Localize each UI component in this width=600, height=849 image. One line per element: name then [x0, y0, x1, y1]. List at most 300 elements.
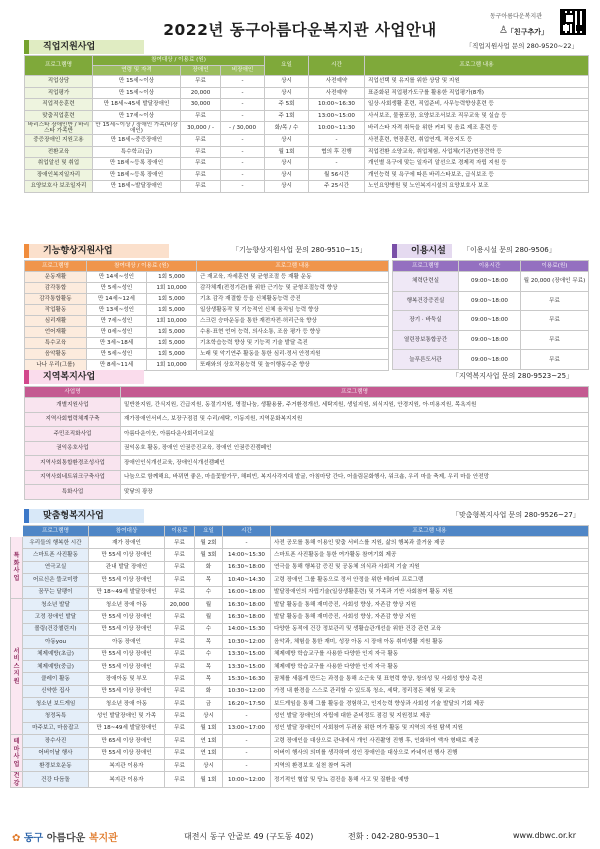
- table-cell: 어버이 행사의 의미를 생각하며 성인 장애인을 대상으로 카네이션 행사 진행: [271, 747, 589, 759]
- table-cell: -: [221, 87, 265, 99]
- table-cell: 복지관 이용자: [89, 772, 165, 788]
- table-cell: 14:00~15:30: [223, 623, 271, 635]
- table-cell: 전환교육: [25, 146, 93, 158]
- table-row: [25, 294, 389, 305]
- table-cell: 청소년 장애 아동: [89, 598, 165, 610]
- table-cell: -: [221, 135, 265, 147]
- col-header: 참여대상 / 이용료 (원): [93, 56, 265, 66]
- org-logo: [12, 829, 118, 844]
- table-cell: 나눔으로 함께해요, 바뀌면 좋은, 마을꽃밭가꾸, 해피빈, 복지사각지대 발굴, 아침마당 간다, 어울림문화행사, 워크숍, 우리 마을 축제, 우리 마을 안전망: [121, 470, 589, 485]
- table-cell: 만 18~49세 발달장애인: [89, 722, 165, 734]
- table-cell: 화: [195, 685, 223, 697]
- table-row: [25, 272, 389, 283]
- table-row: [11, 598, 589, 610]
- table-cell: 만 5세~성인: [87, 349, 147, 360]
- table-cell: 1회 5,000: [147, 349, 197, 360]
- table-cell: 일상·사회생활 훈련, 직업준비, 사무능력향상훈련 등: [365, 99, 589, 111]
- table-cell: 다양한 동적에 건강 정보관리 및 생활습관개선을 위한 건강 관련 교육: [271, 623, 589, 635]
- group-label: 건강: [11, 772, 23, 788]
- facility-section-title: 이용시설: [392, 244, 452, 258]
- table-row: [11, 537, 589, 549]
- table-cell: 작업활동: [25, 305, 87, 316]
- job-table: [24, 55, 589, 193]
- table-cell: 요양보호사 보조일자리: [25, 181, 93, 193]
- table-row: [25, 169, 589, 181]
- table-row: [393, 272, 589, 292]
- table-cell: 취업알선 및 취업: [25, 158, 93, 170]
- table-cell: 1회 10,000: [147, 316, 197, 327]
- table-cell: 발달 활동을 통해 재미증진, 사회성 향상, 자존감 향상 지원: [271, 611, 589, 623]
- table-cell: 무료: [165, 673, 195, 685]
- table-cell: -: [221, 158, 265, 170]
- logo-leaf-icon: ✿: [12, 833, 21, 844]
- col-header: 요일: [195, 526, 223, 537]
- table-cell: 수: [195, 648, 223, 660]
- table-cell: 주 5회: [265, 99, 309, 111]
- table-row: [11, 673, 589, 685]
- page-title: 2022년 동구아름다운복지관 사업안내: [163, 21, 437, 39]
- table-cell: 특수교육: [25, 338, 87, 349]
- table-row: [11, 772, 589, 788]
- table-cell: 16:00~18:00: [223, 586, 271, 598]
- table-cell: 개인별 욕구에 맞는 일자리 알선으로 경제적 자립 지원 등: [365, 158, 589, 170]
- table-cell: 운동재활: [25, 272, 87, 283]
- table-cell: 만 65세 이상 장애인: [89, 735, 165, 747]
- table-cell: 지역사회네트워크구축사업: [25, 470, 121, 485]
- table-row: [11, 549, 589, 561]
- group-label: 특화사업: [11, 537, 23, 599]
- table-cell: 13:30~15:00: [223, 648, 271, 660]
- col-header: 프로그램 내용: [365, 56, 589, 76]
- table-cell: 무료: [165, 735, 195, 747]
- table-cell: 월: [195, 611, 223, 623]
- table-row: [11, 735, 589, 747]
- table-cell: 10:30~12:00: [223, 636, 271, 648]
- table-cell: 청정독특: [23, 710, 89, 722]
- col-header: 이용료(원): [521, 261, 589, 272]
- table-row: [25, 158, 589, 170]
- table-cell: 바리스타 장애인반 / 바리스타 가족반: [25, 122, 93, 135]
- table-cell: 상시: [265, 135, 309, 147]
- table-cell: 특화사업: [25, 485, 121, 500]
- table-row: [25, 470, 589, 485]
- table-cell: 스마트폰 사진활동: [23, 549, 89, 561]
- table-cell: 지역사회협력체계구축: [25, 412, 121, 427]
- custom-section-title: 맞춤형복지사업: [24, 509, 144, 523]
- table-cell: 맞춤직업훈련: [25, 110, 93, 122]
- table-cell: 무료: [165, 549, 195, 561]
- table-cell: 어르신은 뜰코미랑: [23, 574, 89, 586]
- table-cell: 일상생활동작 및 기능적인 신체 움직임 능력 향상: [197, 305, 389, 316]
- col-header: 프로그램 내용: [197, 261, 389, 272]
- table-cell: 만 55세 이상 장애인: [89, 648, 165, 660]
- table-row: [25, 135, 589, 147]
- col-header: 이용료: [165, 526, 195, 537]
- website-link[interactable]: www.dbwc.or.kr: [513, 831, 576, 840]
- table-cell: 사전훈련, 현장훈련, 취업연계, 적응지도 등: [365, 135, 589, 147]
- table-cell: 무료: [165, 623, 195, 635]
- table-cell: 무료: [165, 685, 195, 697]
- col-header: 참여대상 / 이용료 (원): [87, 261, 197, 272]
- table-cell: 연 1회: [195, 747, 223, 759]
- col-header: 사업명: [25, 387, 121, 398]
- table-cell: 체력단련실: [393, 272, 459, 292]
- table-cell: 사전 공모를 통해 이용인 맞춤 서비스를 지원, 삶의 행복과 즐거움 제공: [271, 537, 589, 549]
- table-cell: 직업평가: [25, 87, 93, 99]
- table-row: [11, 660, 589, 672]
- table-cell: 무료: [165, 710, 195, 722]
- table-cell: 14:00~15:30: [223, 549, 271, 561]
- table-cell: 10:40~14:30: [223, 574, 271, 586]
- table-cell: 1회 10,000: [147, 360, 197, 371]
- table-row: [11, 698, 589, 710]
- col-header: 요일: [265, 56, 309, 76]
- table-cell: 장수사진: [23, 735, 89, 747]
- table-cell: -: [221, 76, 265, 88]
- table-row: [25, 360, 389, 371]
- col-header: 이용시간: [459, 261, 521, 272]
- table-cell: 월: [195, 598, 223, 610]
- table-row: [11, 747, 589, 759]
- table-cell: 만 0세~성인: [87, 327, 147, 338]
- table-cell: -: [221, 181, 265, 193]
- table-cell: 늘푸른도서관: [393, 350, 459, 370]
- table-cell: 무료: [181, 135, 221, 147]
- table-cell: 만 14세~12세: [87, 294, 147, 305]
- table-row: [25, 87, 589, 99]
- table-cell: 아동you: [23, 636, 89, 648]
- logo-text: 복지관: [88, 833, 118, 844]
- table-cell: 1회 10,000: [147, 283, 197, 294]
- blank-header: [11, 526, 23, 537]
- table-cell: 어버이날 행사: [23, 747, 89, 759]
- table-cell: 직업상담: [25, 76, 93, 88]
- table-cell: 만 15세~이상: [93, 76, 181, 88]
- table-cell: 만 13세~성인: [87, 305, 147, 316]
- table-cell: 사전예약: [309, 87, 365, 99]
- table-cell: 꿈꾸는 달팽이: [23, 586, 89, 598]
- table-cell: -: [223, 735, 271, 747]
- table-cell: 아름다운이웃, 아름다운사회리더교실: [121, 427, 589, 442]
- table-cell: 정기적인 혈압 및 당뇨 검진을 통해 사고 및 질환을 예방: [271, 772, 589, 788]
- table-cell: 무료: [181, 110, 221, 122]
- table-cell: 무료: [165, 611, 195, 623]
- table-cell: 무료: [165, 722, 195, 734]
- skill-section-title: 기능향상지원사업: [24, 244, 169, 258]
- table-cell: 13:00~17:00: [223, 722, 271, 734]
- table-cell: 특수학교(급): [93, 146, 181, 158]
- skill-contact: 「기능향상지원사업 문의 280-9510~15」: [232, 246, 367, 254]
- table-cell: 재가장애인서비스, 보장구점검 및 수리/세탁, 이동지원, 지역문화복지지원: [121, 412, 589, 427]
- table-row: [25, 327, 389, 338]
- table-cell: 장애인인식개선교육, 장애인식개선캠페인: [121, 456, 589, 471]
- table-cell: 중증장애인 지원고용: [25, 135, 93, 147]
- col-header: 프로그램명: [25, 261, 87, 272]
- table-cell: 09:00~18:00: [459, 330, 521, 350]
- col-header: 참여대상: [89, 526, 165, 537]
- table-cell: - / 30,000: [221, 122, 265, 135]
- table-cell: 보드게임을 통해 그룹 활동을 경험하고, 인지능력 향상과 사회성 기술 발달의 기회 제공: [271, 698, 589, 710]
- qr-code-icon[interactable]: [560, 9, 586, 35]
- table-cell: 1회 5,000: [147, 294, 197, 305]
- table-cell: 월 2회: [195, 537, 223, 549]
- table-cell: 사서보조, 물품포장, 요양보조서보조 직무교육 및 실습 등: [365, 110, 589, 122]
- group-label: 서비스지원: [11, 598, 23, 734]
- table-cell: -: [309, 135, 365, 147]
- table-cell: 무료: [165, 698, 195, 710]
- table-cell: 상시: [195, 760, 223, 772]
- table-cell: 건강 다듬돌: [23, 772, 89, 788]
- table-cell: 권익옹호사업: [25, 441, 121, 456]
- table-cell: 10:00~16:30: [309, 99, 365, 111]
- table-cell: -: [223, 537, 271, 549]
- table-cell: 무료: [165, 772, 195, 788]
- sub-col-header: 장애인: [181, 66, 221, 76]
- table-cell: 고정 장애인 발달: [23, 611, 89, 623]
- table-cell: 10:00~12:00: [223, 772, 271, 788]
- table-row: [11, 710, 589, 722]
- table-row: [393, 291, 589, 311]
- table-cell: 바리스타 자격 취득을 위한 커피 및 음료 제조 훈련 등: [365, 122, 589, 135]
- job-contact: 「직업지원사업 문의 280-9520~22」: [465, 42, 578, 50]
- table-row: [25, 110, 589, 122]
- table-cell: -: [221, 99, 265, 111]
- table-cell: 월 1회: [195, 722, 223, 734]
- table-cell: 무료: [181, 158, 221, 170]
- table-row: [25, 99, 589, 111]
- org-name: 동구아름다운복지관: [489, 13, 542, 20]
- table-cell: 무료: [165, 760, 195, 772]
- table-cell: 연 1회: [195, 735, 223, 747]
- table-cell: 만 55세 이상 장애인: [89, 549, 165, 561]
- table-cell: 화: [195, 561, 223, 573]
- table-row: [11, 561, 589, 573]
- table-cell: 우리들의 행복한 시간: [23, 537, 89, 549]
- table-cell: 월 1회: [195, 772, 223, 788]
- table-cell: 월 1회: [265, 146, 309, 158]
- table-cell: 무료: [165, 648, 195, 660]
- table-cell: 사전예약: [309, 76, 365, 88]
- table-cell: 09:00~18:00: [459, 272, 521, 292]
- table-cell: 체제예방(초급): [23, 648, 89, 660]
- table-cell: 만 55세 이상 장애인: [89, 574, 165, 586]
- sub-col-header: 연령 및 자격: [93, 66, 181, 76]
- table-cell: 청소년 장애 아동: [89, 698, 165, 710]
- table-row: [25, 305, 389, 316]
- table-cell: 1회 5,000: [147, 305, 197, 316]
- table-cell: 장애아동 및 부모: [89, 673, 165, 685]
- table-cell: -: [223, 710, 271, 722]
- table-cell: 무료: [165, 636, 195, 648]
- table-cell: 20,000: [181, 87, 221, 99]
- table-cell: 직업선택 및 유지를 위한 상담 및 지원: [365, 76, 589, 88]
- table-cell: 주 1회: [265, 110, 309, 122]
- table-cell: 금: [195, 698, 223, 710]
- table-cell: 13:30~15:00: [223, 660, 271, 672]
- table-cell: 수: [195, 623, 223, 635]
- table-cell: 16:30~18:00: [223, 611, 271, 623]
- table-cell: 만 18세~등록 장애인: [93, 158, 181, 170]
- table-cell: 연극을 통해 행복감 증진 및 공동체 의식과 사회적 기술 지원: [271, 561, 589, 573]
- table-cell: 개별지원사업: [25, 398, 121, 413]
- table-cell: 수용·표현 언어 능력, 의사소통, 조음 평가 등 향상: [197, 327, 389, 338]
- table-cell: 언어재활: [25, 327, 87, 338]
- footer: [0, 823, 600, 849]
- table-cell: 협의 후 진행: [309, 146, 365, 158]
- table-cell: 만 55세 이상 장애인: [89, 623, 165, 635]
- table-cell: 10:30~12:00: [223, 685, 271, 697]
- table-cell: 음악과, 체험을 통한 재미, 성장 아동 시 장애 아동 취미생활 지원 활동: [271, 636, 589, 648]
- table-row: [25, 338, 389, 349]
- job-section-title: 직업지원사업: [24, 40, 144, 54]
- table-cell: 월 20,000 (장애인 무료): [521, 272, 589, 292]
- col-header: 시간: [309, 56, 365, 76]
- table-cell: 관내 발달 장애인: [89, 561, 165, 573]
- table-cell: 재가 장애인: [89, 537, 165, 549]
- table-cell: 체제예방 학습교구를 사용한 다양한 인지 자극 활동: [271, 648, 589, 660]
- table-row: [11, 636, 589, 648]
- table-cell: 만 55세 이상 장애인: [89, 660, 165, 672]
- table-cell: 고령 장애인을 대상으로 관내에서 개인 사진촬영 진행 후, 인화하여 액자 형태로 제공: [271, 735, 589, 747]
- col-header: 프로그램명: [23, 526, 89, 537]
- table-cell: 장기 · 바둑실: [393, 311, 459, 331]
- region-section-title: 지역복지사업: [24, 370, 144, 384]
- table-cell: 체제예방 학습교구를 사용한 다양한 인지 자극 활동: [271, 660, 589, 672]
- table-row: [25, 427, 589, 442]
- col-header: 프로그램명: [25, 56, 93, 76]
- table-cell: 성인 발달 장애인이 사회참여 두려움 위한 여가 활동 및 지역의 자원 탐색 지원: [271, 722, 589, 734]
- table-cell: 만 15세~이상 / 장애인 가족(비장애인): [93, 122, 181, 135]
- table-cell: 발달 활동을 통해 재미증진, 사회성 향상, 자존감 향상 지원: [271, 598, 589, 610]
- table-cell: 목: [195, 574, 223, 586]
- table-cell: 무료: [165, 660, 195, 672]
- table-cell: 상시: [195, 710, 223, 722]
- table-cell: 만 7세~성인: [87, 316, 147, 327]
- table-cell: 만 18세~45세 발달장애인: [93, 99, 181, 111]
- table-row: [393, 311, 589, 331]
- table-cell: 주민조직화사업: [25, 427, 121, 442]
- table-cell: 13:00~15:00: [309, 110, 365, 122]
- table-cell: 목: [195, 673, 223, 685]
- col-header: 시간: [223, 526, 271, 537]
- table-cell: 월 56시간: [309, 169, 365, 181]
- table-row: [11, 722, 589, 734]
- table-cell: 상시: [265, 158, 309, 170]
- table-row: [25, 485, 589, 500]
- table-cell: 주 25시간: [309, 181, 365, 193]
- table-cell: 지역의 환경보호 실천 참여 독려: [271, 760, 589, 772]
- table-cell: 만 15세~이상: [93, 87, 181, 99]
- region-table: [24, 386, 589, 500]
- table-cell: 아동 장애인: [89, 636, 165, 648]
- table-cell: 목: [195, 660, 223, 672]
- table-cell: 무료: [521, 291, 589, 311]
- table-cell: 30,000: [181, 99, 221, 111]
- table-cell: 수: [195, 586, 223, 598]
- table-cell: 만 3세~18세: [87, 338, 147, 349]
- facility-contact: 「이용시설 문의 280-9506」: [463, 246, 556, 254]
- table-cell: 청소년 보드게임: [23, 698, 89, 710]
- custom-contact: 「맞춤형복지사업 문의 280-9526~27」: [452, 511, 580, 519]
- table-cell: 무료: [165, 747, 195, 759]
- table-cell: 만 55세 이상 장애인: [89, 747, 165, 759]
- friend-add[interactable]: 「친구추가」: [506, 28, 548, 36]
- table-cell: 1회 5,000: [147, 338, 197, 349]
- table-cell: 음악활동: [25, 349, 87, 360]
- table-cell: 무료: [181, 76, 221, 88]
- table-row: [11, 685, 589, 697]
- table-cell: 감각통합활동: [25, 294, 87, 305]
- table-cell: 만 55세 이상 장애인: [89, 685, 165, 697]
- table-row: [25, 456, 589, 471]
- table-row: [25, 122, 589, 135]
- table-row: [11, 623, 589, 635]
- table-cell: 무료: [521, 350, 589, 370]
- table-cell: 16:30~18:00: [223, 561, 271, 573]
- table-row: [25, 146, 589, 158]
- table-cell: 무료: [181, 181, 221, 193]
- custom-table: [10, 525, 589, 788]
- table-cell: 가정 내 환경을 스스로 관리할 수 있도록 청소, 세탁, 정리정돈 체험 및 교육: [271, 685, 589, 697]
- table-cell: 16:20~17:50: [223, 698, 271, 710]
- table-cell: 성인 발달장애인 및 가족: [89, 710, 165, 722]
- table-cell: 만 18세~발달장애인: [93, 181, 181, 193]
- table-cell: 상시: [265, 76, 309, 88]
- table-row: [25, 283, 389, 294]
- facility-table: [392, 260, 589, 370]
- table-cell: 볼링(건강챌린지): [23, 623, 89, 635]
- table-cell: 근 재교육, 자세훈련 및 균형조절 등 재활 운동: [197, 272, 389, 283]
- table-row: [393, 330, 589, 350]
- table-cell: 스크린 승마운동을 통한 재전자전·허리근육 향상: [197, 316, 389, 327]
- table-cell: 노래 및 악기연주 활동을 통한 심리·정서 안정지원: [197, 349, 389, 360]
- table-row: [25, 316, 389, 327]
- table-cell: 표준화된 직업평가도구를 활용한 직업평가(8개): [365, 87, 589, 99]
- table-cell: 상시: [265, 181, 309, 193]
- skill-table: [24, 260, 389, 371]
- table-row: [11, 574, 589, 586]
- col-header: 프로그램명: [121, 387, 589, 398]
- table-row: [11, 586, 589, 598]
- table-cell: 09:00~18:00: [459, 311, 521, 331]
- table-cell: -: [221, 169, 265, 181]
- table-cell: 화/목 / 수: [265, 122, 309, 135]
- logo-text: 아름다운: [46, 833, 86, 844]
- region-contact: 「지역복지사업 문의 280-9523~25」: [452, 372, 574, 380]
- table-row: [25, 412, 589, 427]
- table-cell: 감각체계(전정기관)를 위한 근기능 및 균형조절능력 향상: [197, 283, 389, 294]
- table-cell: 무료: [521, 330, 589, 350]
- table-cell: 30,000 / -: [181, 122, 221, 135]
- table-cell: 연극교실: [23, 561, 89, 573]
- table-cell: 꿈체를 새롭게 만드는 과정을 통해 소근육 및 표현력 향상, 창의성 및 사회성 향상 촉진: [271, 673, 589, 685]
- table-row: [25, 398, 589, 413]
- sub-col-header: 비장애인: [221, 66, 265, 76]
- table-row: [25, 441, 589, 456]
- user-add-icon: ♙: [499, 25, 508, 36]
- table-cell: 15:30~16:30: [223, 673, 271, 685]
- table-cell: 기초 감각 재결합 등을 신체활동능력 증진: [197, 294, 389, 305]
- table-cell: 클레이 활동: [23, 673, 89, 685]
- table-cell: 장애인복지일자리: [25, 169, 93, 181]
- table-cell: 상시: [265, 169, 309, 181]
- table-cell: 밑반찬지원, 간식지원, 긴급지원, 동절기지원, 명절나눔, 생활용품, 주거환경개선, 세탁지원, 생일지원, 외식지원, 안경지원, 아·미용지원, 목욕지원: [121, 398, 589, 413]
- table-cell: 복지관 이용자: [89, 760, 165, 772]
- table-cell: -: [221, 110, 265, 122]
- table-cell: 또래와의 상호작용능력 및 놀이행동수준 향상: [197, 360, 389, 371]
- table-cell: 맞닿의 광장: [121, 485, 589, 500]
- table-cell: 무료: [165, 561, 195, 573]
